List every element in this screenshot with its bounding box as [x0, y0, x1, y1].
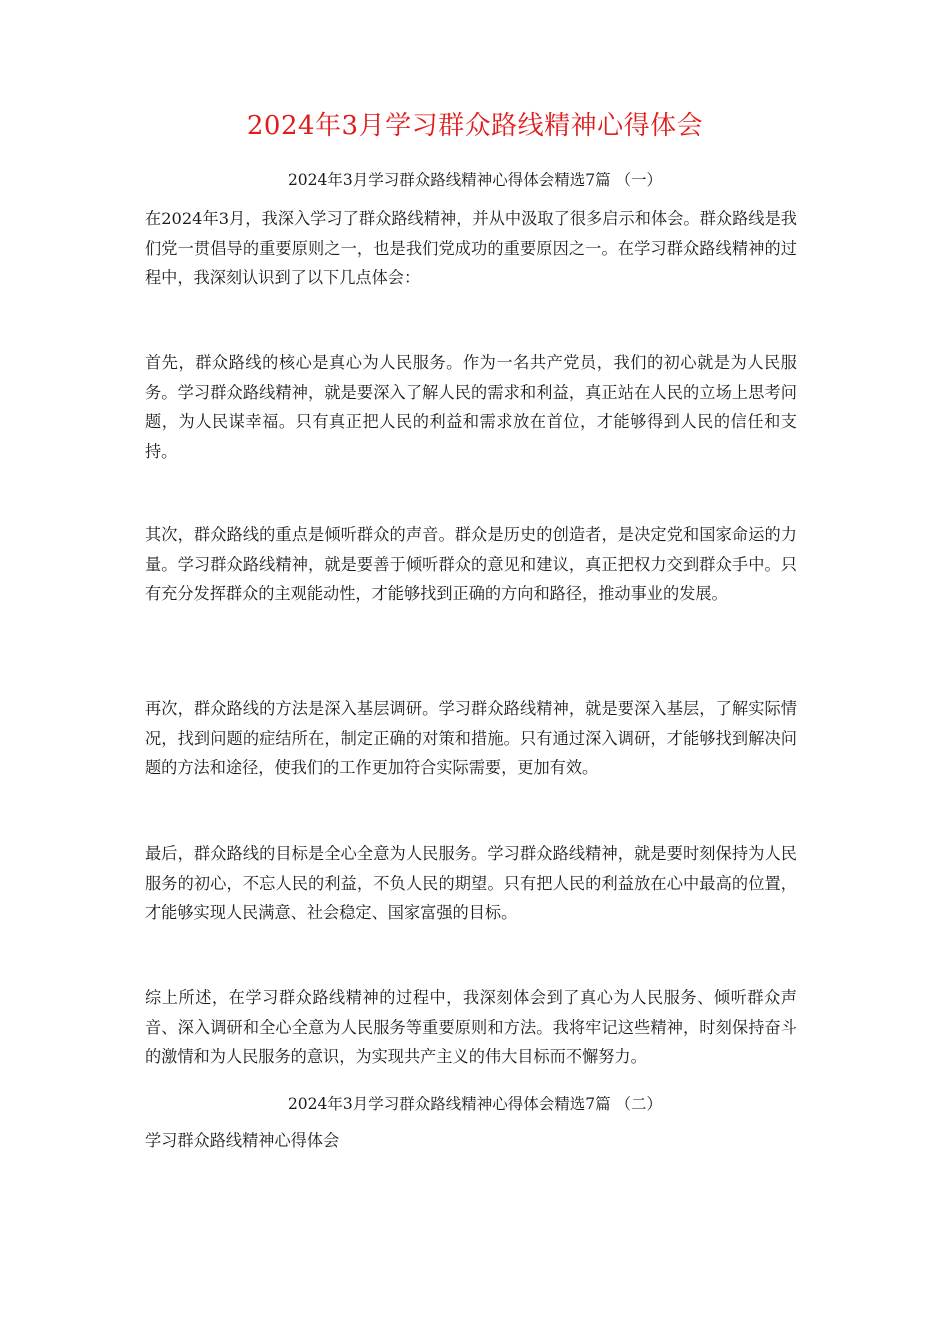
section-heading-2: 2024年3月学习群众路线精神心得体会精选7篇 （二）: [287, 1095, 663, 1113]
paragraph-second: 其次，群众路线的重点是倾听群众的声音。群众是历史的创造者，是决定党和国家命运的力量。学习群众路线精神，就是要善于倾听群众的意见和建议，真正把权力交到群众手中。只有充分发挥群众的主观能动性，才能够找到正确的方向和路径，推动事业的发展。: [145, 525, 797, 603]
paragraph-fourth: 最后，群众路线的目标是全心全意为人民服务。学习群众路线精神，就是要时刻保持为人民服务的初心，不忘人民的利益，不负人民的期望。只有把人民的利益放在心中最高的位置，才能够实现人民满意、社会稳定、国家富强的目标。: [145, 844, 797, 922]
paragraph-conclusion: 综上所述，在学习群众路线精神的过程中，我深刻体会到了真心为人民服务、倾听群众声音、深入调研和全心全意为人民服务等重要原则和方法。我将牢记这些精神，时刻保持奋斗的激情和为人民服务的意识，为实现共产主义的伟大目标而不懈努力。: [145, 988, 797, 1066]
section2-first-line: 学习群众路线精神心得体会: [145, 1131, 340, 1150]
section-heading-1: 2024年3月学习群众路线精神心得体会精选7篇 （一）: [287, 171, 663, 189]
document-title: 2024年3月学习群众路线精神心得体会: [246, 111, 704, 141]
paragraph-intro: 在2024年3月，我深入学习了群众路线精神，并从中汲取了很多启示和体会。群众路线是我们党一贯倡导的重要原则之一，也是我们党成功的重要原因之一。在学习群众路线精神的过程中，我深刻认识到了以下几点体会：: [145, 209, 797, 287]
paragraph-first: 首先，群众路线的核心是真心为人民服务。作为一名共产党员，我们的初心就是为人民服务。学习群众路线精神，就是要深入了解人民的需求和利益，真正站在人民的立场上思考问题，为人民谋幸福。只有真正把人民的利益和需求放在首位，才能够得到人民的信任和支持。: [145, 353, 797, 461]
paragraph-third: 再次，群众路线的方法是深入基层调研。学习群众路线精神，就是要深入基层，了解实际情况，找到问题的症结所在，制定正确的对策和措施。只有通过深入调研，才能够找到解决问题的方法和途径，使我们的工作更加符合实际需要，更加有效。: [145, 699, 797, 777]
